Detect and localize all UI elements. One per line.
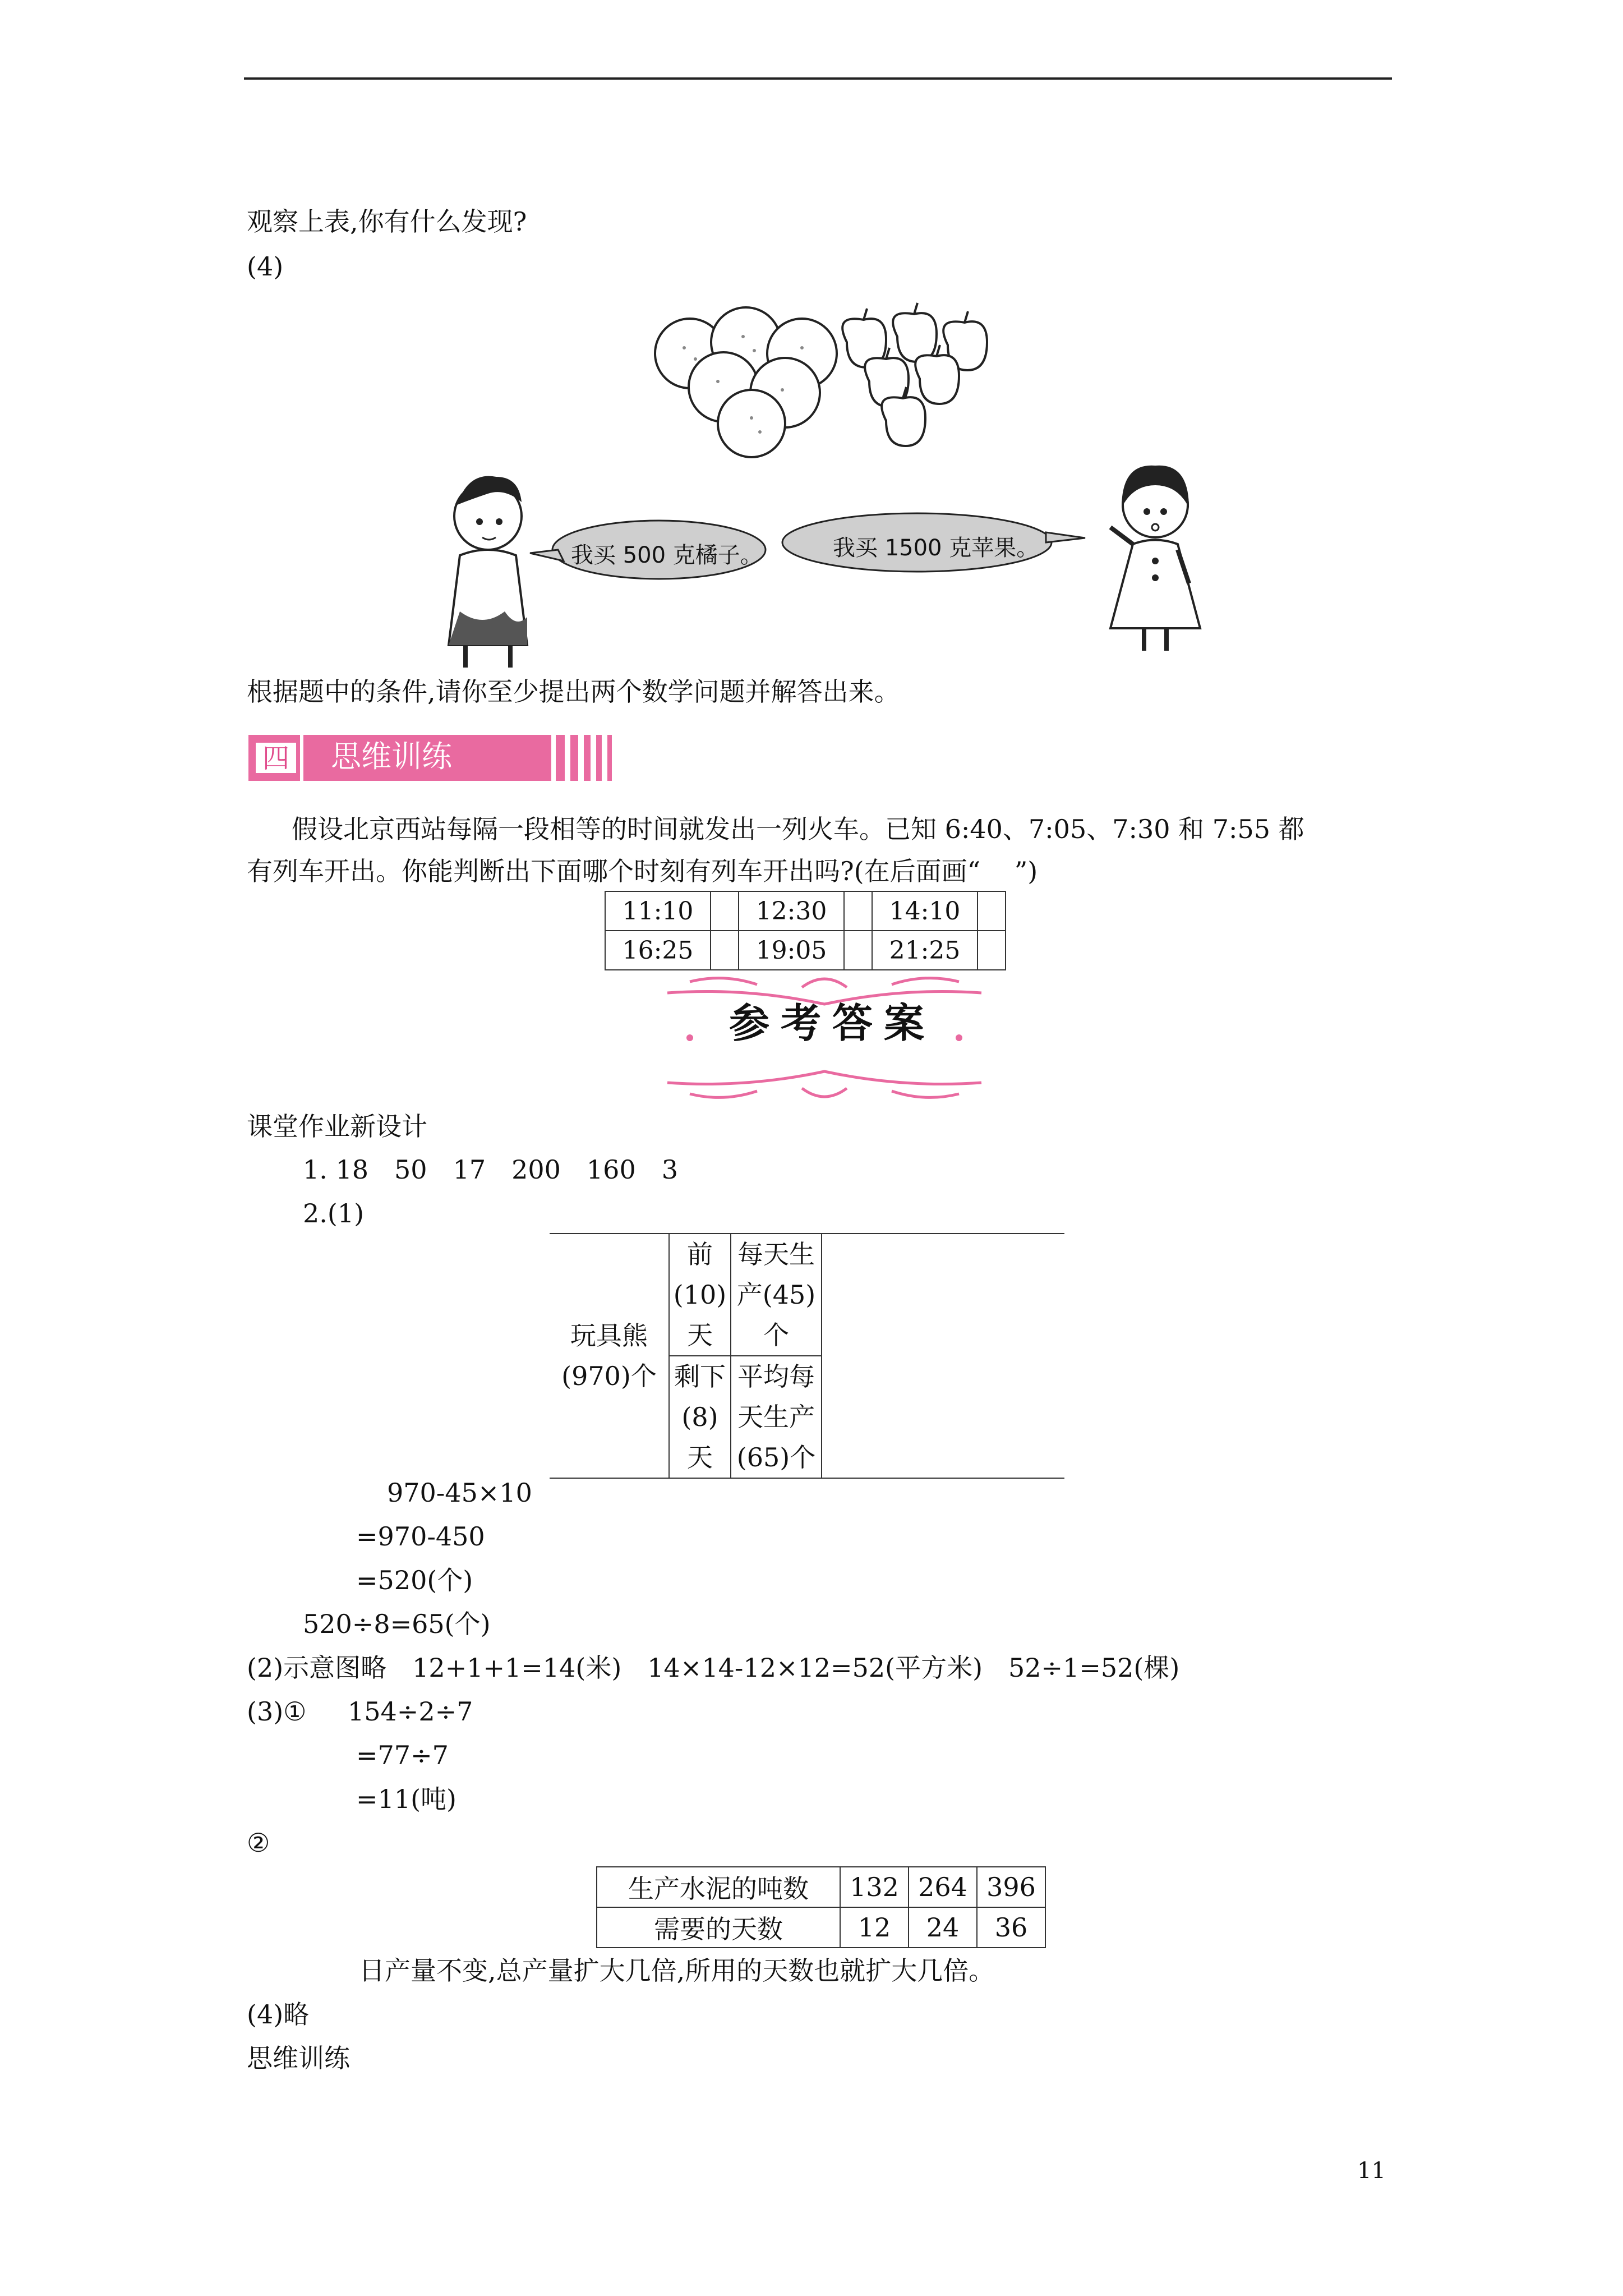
girl-figure-icon	[1094, 460, 1217, 662]
answer-q2-2: (2)示意图略 12+1+1=14(米) 14×14-12×12=52(平方米) 52÷1=52(棵)	[247, 1653, 1180, 1683]
page-number: 11	[1357, 2158, 1386, 2184]
cement-value-cell: 36	[977, 1907, 1045, 1948]
time-cell: 16:25	[605, 931, 711, 970]
cement-value-cell: 12	[840, 1907, 909, 1948]
girl-speech-text: 我买 1500 克苹果。	[833, 535, 1039, 561]
cement-value-cell: 132	[840, 1867, 909, 1907]
answer-q2-label: 2.(1)	[303, 1198, 365, 1228]
answer-q2-3-label: (3)①	[247, 1696, 307, 1727]
calc1-line1: 970-45×10	[387, 1478, 532, 1508]
bear-row1-days: 前(10)天	[669, 1234, 731, 1356]
answer-box[interactable]	[711, 931, 739, 970]
table-row	[597, 1907, 1045, 1948]
answer-box[interactable]	[978, 891, 1006, 931]
conclusion: 日产量不变,总产量扩大几倍,所用的天数也就扩大几倍。	[359, 1955, 995, 1986]
train-problem-line2: 有列车开出。你能判断出下面哪个时刻有列车开出吗?(在后面画“ ”)	[247, 856, 1038, 886]
section-title: 思维训练	[331, 739, 452, 774]
cement-table	[596, 1866, 1046, 1948]
calc3-line2: =77÷7	[356, 1740, 449, 1770]
calc1-line4: 520÷8=65(个)	[303, 1609, 491, 1639]
apples-icon	[842, 313, 987, 446]
cement-row1-label: 生产水泥的吨数	[597, 1867, 840, 1907]
table-row	[605, 931, 1006, 970]
table-row	[605, 891, 1006, 931]
cement-row2-label: 需要的天数	[597, 1907, 840, 1948]
cement-value-cell: 24	[909, 1907, 977, 1948]
observe-question: 观察上表,你有什么发现?	[247, 206, 527, 237]
part4-task: 根据题中的条件,请你至少提出两个数学问题并解答出来。	[247, 677, 900, 707]
time-cell: 14:10	[872, 891, 978, 931]
train-times-table	[605, 891, 1006, 970]
answers-section2: 思维训练	[247, 2043, 350, 2073]
calc3-line1: 154÷2÷7	[348, 1696, 473, 1727]
section-number: 四	[253, 740, 298, 775]
calc3-line3: =11(吨)	[356, 1784, 457, 1814]
time-cell: 12:30	[739, 891, 844, 931]
boy-speech-text: 我买 500 克橘子。	[571, 542, 763, 568]
calc1-line3: =520(个)	[356, 1565, 473, 1595]
table-row	[550, 1234, 1064, 1356]
answer-box[interactable]	[711, 891, 739, 931]
table-row	[597, 1867, 1045, 1907]
answers-section1: 课堂作业新设计	[247, 1111, 427, 1142]
time-cell: 21:25	[872, 931, 978, 970]
answer-box[interactable]	[844, 891, 872, 931]
answer-q2-4: (4)略	[247, 1999, 310, 2030]
oranges-icon	[655, 307, 837, 457]
answer-q1: 1. 18 50 17 200 160 3	[303, 1154, 678, 1185]
bear-total-cell: 玩具熊(970)个	[561, 1320, 657, 1391]
part4-label: (4)	[247, 251, 284, 282]
toy-bear-table	[550, 1233, 1064, 1479]
answer-box[interactable]	[844, 931, 872, 970]
train-problem-line1: 假设北京西站每隔一段相等的时间就发出一列火车。已知 6:40、7:05、7:30 和 7:55 都	[292, 814, 1304, 844]
answer-q2-3-2: ②	[247, 1828, 270, 1858]
header-rule	[244, 77, 1392, 80]
bear-row2-rate: 平均每天生产(65)个	[731, 1356, 822, 1478]
calc1-line2: =970-450	[356, 1521, 485, 1552]
bear-row1-rate: 每天生产(45)个	[731, 1234, 822, 1356]
bear-empty-cell	[822, 1234, 1064, 1478]
answer-box[interactable]	[978, 931, 1006, 970]
fruit-illustration	[639, 297, 1032, 460]
time-cell: 19:05	[739, 931, 844, 970]
cement-value-cell: 396	[977, 1867, 1045, 1907]
time-cell: 11:10	[605, 891, 711, 931]
answer-heading: 参考答案	[729, 999, 936, 1047]
bear-row2-days: 剩下(8)天	[669, 1356, 731, 1478]
cement-value-cell: 264	[909, 1867, 977, 1907]
